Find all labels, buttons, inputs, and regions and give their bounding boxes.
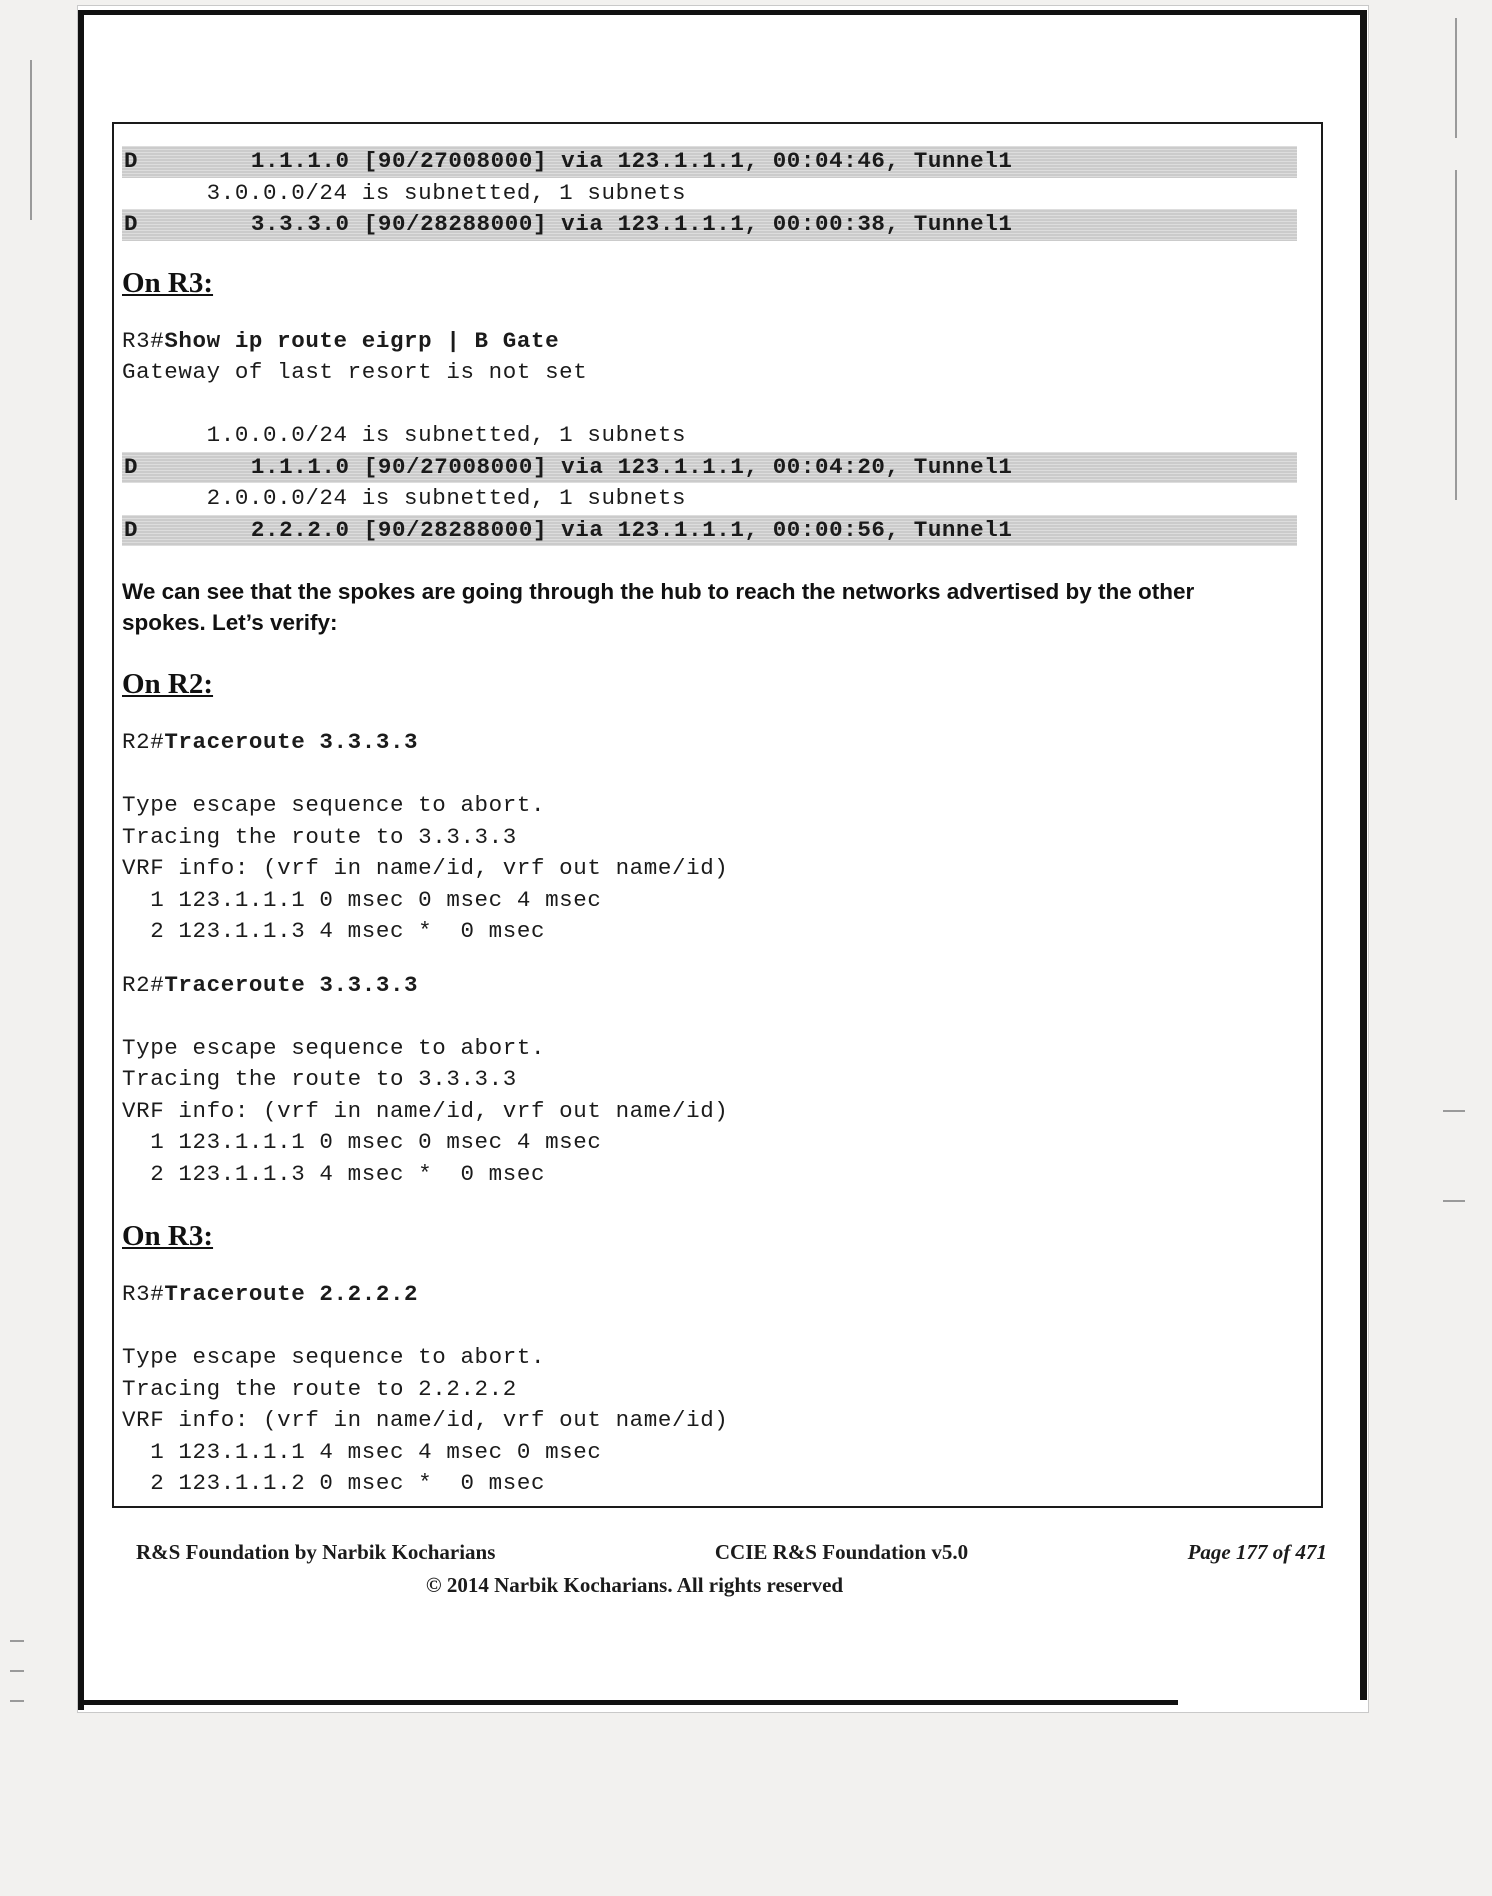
output-line: 2 123.1.1.2 0 msec * 0 msec: [122, 1470, 546, 1496]
route-line: Gateway of last resort is not set: [122, 359, 588, 385]
scan-artifact-tick: [1455, 170, 1457, 500]
prompt-r2: R2#: [122, 729, 165, 755]
command-traceroute: Traceroute 3.3.3.3: [164, 729, 419, 755]
footer-copyright: © 2014 Narbik Kocharians. All rights reserved: [425, 1573, 844, 1597]
route-line: 3.0.0.0/24 is subnetted, 1 subnets: [122, 179, 687, 206]
route-line-highlighted: D 1.1.1.0 [90/27008000] via 123.1.1.1, 00:04:20, Tunnel1: [122, 452, 1297, 484]
prompt-r2: R2#: [122, 971, 165, 998]
page-border-top: [78, 10, 1367, 15]
command-show-ip-route-eigrp: Show ip route eigrp | B Gate: [164, 327, 560, 354]
route-line: 2.0.0.0/24 is subnetted, 1 subnets: [122, 485, 687, 511]
output-line: 1 123.1.1.1 0 msec 0 msec 4 msec: [122, 886, 602, 913]
heading-on-r3-second: On R3:: [122, 1220, 214, 1252]
scan-artifact-tick: [1455, 18, 1457, 138]
route-line: 1.0.0.0/24 is subnetted, 1 subnets: [122, 422, 687, 448]
r2-traceroute-block-1: [122, 727, 1293, 948]
command-traceroute: Traceroute 3.3.3.3: [164, 971, 419, 998]
scan-artifact-tick: [1443, 1110, 1465, 1112]
page-border-bottom: [78, 1700, 1178, 1705]
command-traceroute: Traceroute 2.2.2.2: [164, 1281, 419, 1307]
output-line: Type escape sequence to abort.: [122, 1034, 546, 1061]
scan-artifact-tick: [10, 1670, 24, 1672]
scan-artifact-tick: [1443, 1200, 1465, 1202]
route-line-highlighted: D 1.1.1.0 [90/27008000] via 123.1.1.1, 00:04:46, Tunnel1: [122, 146, 1297, 178]
footer-author: R&S Foundation by Narbik Kocharians: [136, 1540, 496, 1564]
explanatory-paragraph: We can see that the spokes are going through the hub to reach the networks advertised by the other spokes. Let’s verify:: [122, 579, 1195, 635]
output-line: Tracing the route to 3.3.3.3: [122, 823, 517, 850]
output-line: Tracing the route to 2.2.2.2: [122, 1375, 517, 1402]
scan-artifact-tick: [10, 1700, 24, 1702]
r3-traceroute-block: [122, 1279, 1293, 1500]
output-line: 2 123.1.1.3 4 msec * 0 msec: [122, 918, 546, 944]
prompt-r3: R3#: [122, 1281, 165, 1307]
console-output-box: [112, 122, 1323, 1508]
r2-traceroute-block-2: [122, 970, 1293, 1191]
scan-artifact-tick: [30, 60, 32, 220]
routing-output-top: [122, 146, 1293, 241]
scan-artifact-tick: [10, 1640, 24, 1642]
output-line: VRF info: (vrf in name/id, vrf out name/id): [122, 855, 729, 881]
prompt-r3: R3#: [122, 327, 165, 354]
page-border-left: [78, 10, 84, 1710]
route-line-highlighted: D 3.3.3.0 [90/28288000] via 123.1.1.1, 00:00:38, Tunnel1: [122, 209, 1297, 241]
output-line: Type escape sequence to abort.: [122, 1344, 546, 1370]
heading-on-r3-first: On R3:: [122, 266, 214, 299]
output-line: 1 123.1.1.1 4 msec 4 msec 0 msec: [122, 1438, 602, 1465]
output-line: Type escape sequence to abort.: [122, 792, 546, 818]
output-line: VRF info: (vrf in name/id, vrf out name/id): [122, 1407, 729, 1433]
output-line: 2 123.1.1.3 4 msec * 0 msec: [122, 1160, 546, 1187]
footer-page-number: Page 177 of 471: [1187, 1540, 1327, 1564]
output-line: VRF info: (vrf in name/id, vrf out name/id): [122, 1097, 729, 1124]
heading-on-r2: On R2:: [122, 668, 214, 700]
footer-title: CCIE R&S Foundation v5.0: [714, 1540, 969, 1564]
route-line-highlighted: D 2.2.2.0 [90/28288000] via 123.1.1.1, 00:00:56, Tunnel1: [122, 515, 1297, 547]
page-border-right: [1360, 10, 1367, 1700]
output-line: Tracing the route to 3.3.3.3: [122, 1066, 517, 1092]
output-line: 1 123.1.1.1 0 msec 0 msec 4 msec: [122, 1129, 602, 1155]
r3-show-route-block: [122, 326, 1293, 547]
page-footer: [112, 1540, 1337, 1598]
